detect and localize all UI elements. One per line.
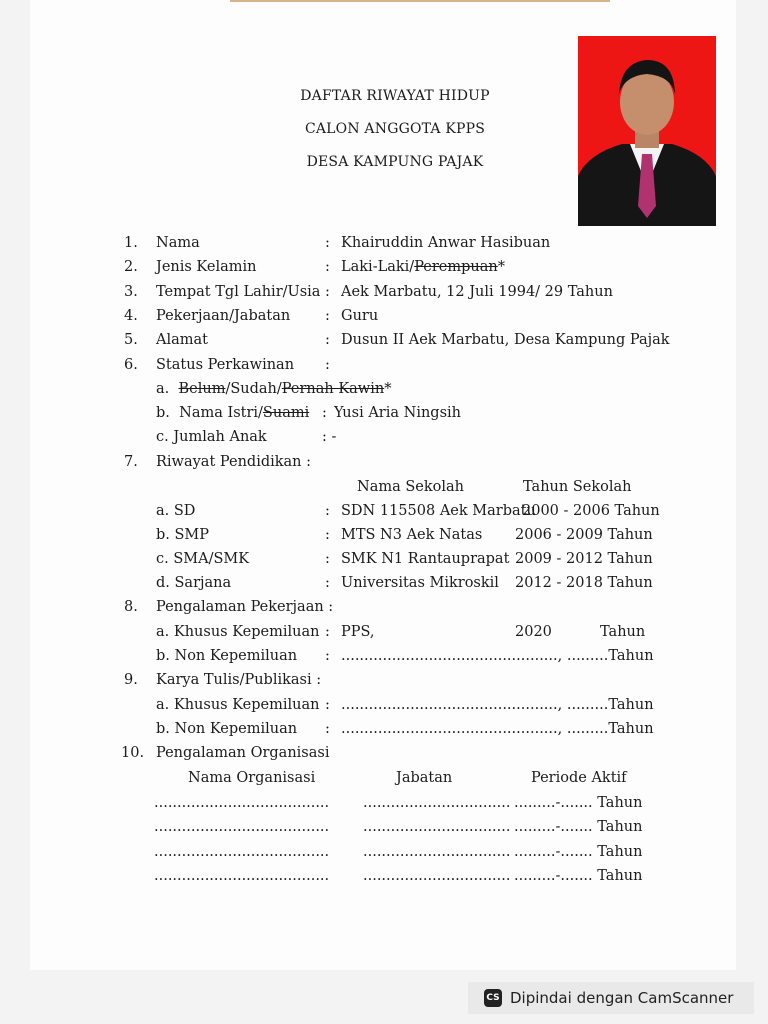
children-label: c. Jumlah Anak bbox=[156, 429, 267, 445]
item-number: 8. bbox=[124, 599, 138, 615]
doc-subtitle-village: DESA KAMPUNG PAJAK bbox=[306, 154, 484, 170]
work-election-label: a. Khusus Kepemiluan bbox=[156, 624, 320, 640]
colon: : bbox=[325, 721, 330, 737]
camscanner-footer bbox=[468, 982, 754, 1014]
org-col-period: Periode Aktif bbox=[531, 770, 627, 786]
colon: : bbox=[325, 503, 330, 519]
name-value: Khairuddin Anwar Hasibuan bbox=[341, 235, 551, 251]
publications-label: Karya Tulis/Publikasi : bbox=[156, 672, 322, 688]
pub-non-election-label: b. Non Kepemiluan bbox=[156, 721, 298, 737]
gender-option-female-struck: Perempuan bbox=[414, 259, 498, 275]
edu-year: 2009 - 2012 Tahun bbox=[515, 551, 653, 567]
colon: : bbox=[325, 697, 330, 713]
birth-value: Aek Marbatu, 12 Juli 1994/ 29 Tahun bbox=[341, 284, 613, 300]
org-period-blank: .........-....... Tahun bbox=[514, 819, 643, 835]
work-experience-label: Pengalaman Pekerjaan : bbox=[156, 599, 334, 615]
footnote-mark: * bbox=[497, 259, 505, 275]
children-value: : - bbox=[322, 429, 337, 445]
item-number: 5. bbox=[124, 332, 138, 348]
pub-election-label: a. Khusus Kepemiluan bbox=[156, 697, 320, 713]
name-label: Nama bbox=[156, 235, 200, 251]
colon: : bbox=[325, 284, 330, 300]
colon: : bbox=[322, 405, 327, 421]
org-name-blank: ...................................... bbox=[154, 844, 330, 860]
org-col-position: Jabatan bbox=[396, 770, 453, 786]
edu-school: SMK N1 Rantauprapat bbox=[341, 551, 510, 567]
org-name-blank: ...................................... bbox=[154, 795, 330, 811]
item-number: 9. bbox=[124, 672, 138, 688]
item-number: 6. bbox=[124, 357, 138, 373]
address-label: Alamat bbox=[156, 332, 208, 348]
item-number: 10. bbox=[121, 745, 145, 761]
occupation-value: Guru bbox=[341, 308, 379, 324]
paper-edge bbox=[230, 0, 610, 2]
colon: : bbox=[325, 648, 330, 664]
item-number: 7. bbox=[124, 454, 138, 470]
organization-label: Pengalaman Organisasi bbox=[156, 745, 330, 761]
doc-subtitle: CALON ANGGOTA KPPS bbox=[304, 121, 486, 137]
org-position-blank: ................................ bbox=[363, 844, 511, 860]
org-name-blank: ...................................... bbox=[154, 819, 330, 835]
person-portrait-icon bbox=[578, 36, 716, 226]
education-col-year: Tahun Sekolah bbox=[523, 479, 632, 495]
marital-option-married: /Sudah/ bbox=[225, 381, 282, 397]
marital-option-single-struck: Belum bbox=[178, 381, 226, 397]
edu-school: SDN 115508 Aek Marbatu bbox=[341, 503, 536, 519]
edu-school: Universitas Mikroskil bbox=[341, 575, 499, 591]
org-period-blank: .........-....... Tahun bbox=[514, 844, 643, 860]
gender-label: Jenis Kelamin bbox=[156, 259, 257, 275]
item-number: 4. bbox=[124, 308, 138, 324]
spouse-label: b. Nama Istri/Suami bbox=[156, 405, 310, 421]
org-period-blank: .........-....... Tahun bbox=[514, 795, 643, 811]
camscanner-text: Dipindai dengan CamScanner bbox=[510, 989, 734, 1007]
org-period-blank: .........-....... Tahun bbox=[514, 868, 643, 884]
birth-label: Tempat Tgl Lahir/Usia bbox=[156, 284, 321, 300]
gender-value bbox=[341, 258, 505, 276]
edu-level: d. Sarjana bbox=[156, 575, 232, 591]
education-label: Riwayat Pendidikan : bbox=[156, 454, 312, 470]
colon: : bbox=[325, 332, 330, 348]
spouse-husband-struck: Suami bbox=[262, 405, 310, 421]
profile-photo bbox=[578, 36, 716, 226]
colon: : bbox=[325, 259, 330, 275]
pub-election-value: ..............................................., .........Tahun bbox=[341, 697, 654, 713]
colon: : bbox=[325, 235, 330, 251]
camscanner-logo-icon: CS bbox=[484, 989, 502, 1007]
edu-year: 2000 - 2006 Tahun bbox=[522, 503, 660, 519]
edu-year: 2012 - 2018 Tahun bbox=[515, 575, 653, 591]
edu-school: MTS N3 Aek Natas bbox=[341, 527, 483, 543]
edu-level: c. SMA/SMK bbox=[156, 551, 250, 567]
separator: / bbox=[409, 259, 415, 275]
item-number: 2. bbox=[124, 259, 138, 275]
item-number: 3. bbox=[124, 284, 138, 300]
org-col-name: Nama Organisasi bbox=[188, 770, 316, 786]
marital-status-label: Status Perkawinan bbox=[156, 357, 295, 373]
work-election-unit: Tahun bbox=[600, 624, 646, 640]
spouse-value: Yusi Aria Ningsih bbox=[334, 405, 461, 421]
work-election-value: PPS, bbox=[341, 624, 375, 640]
org-name-blank: ...................................... bbox=[154, 868, 330, 884]
colon: : bbox=[325, 308, 330, 324]
doc-title: DAFTAR RIWAYAT HIDUP bbox=[300, 88, 490, 104]
item-number: 1. bbox=[124, 235, 138, 251]
org-position-blank: ................................ bbox=[363, 868, 511, 884]
edu-year: 2006 - 2009 Tahun bbox=[515, 527, 653, 543]
colon: : bbox=[325, 624, 330, 640]
address-value: Dusun II Aek Marbatu, Desa Kampung Pajak bbox=[341, 332, 670, 348]
edu-level: b. SMP bbox=[156, 527, 210, 543]
colon: : bbox=[325, 575, 330, 591]
marital-option-row: a. Belum/Sudah/Pernah Kawin* bbox=[156, 381, 392, 397]
colon: : bbox=[325, 551, 330, 567]
gender-option-male: Laki-Laki bbox=[341, 259, 410, 275]
edu-level: a. SD bbox=[156, 503, 196, 519]
pub-non-election-value: ..............................................., .........Tahun bbox=[341, 721, 654, 737]
org-position-blank: ................................ bbox=[363, 819, 511, 835]
occupation-label: Pekerjaan/Jabatan bbox=[156, 308, 291, 324]
org-position-blank: ................................ bbox=[363, 795, 511, 811]
work-non-election-label: b. Non Kepemiluan bbox=[156, 648, 298, 664]
work-election-year: 2020 bbox=[515, 624, 552, 640]
colon: : bbox=[325, 527, 330, 543]
education-col-school: Nama Sekolah bbox=[357, 479, 464, 495]
marital-option-ever-married-struck: Pernah Kawin bbox=[281, 381, 385, 397]
colon: : bbox=[325, 357, 330, 373]
work-non-election-value: ..............................................., .........Tahun bbox=[341, 648, 654, 664]
